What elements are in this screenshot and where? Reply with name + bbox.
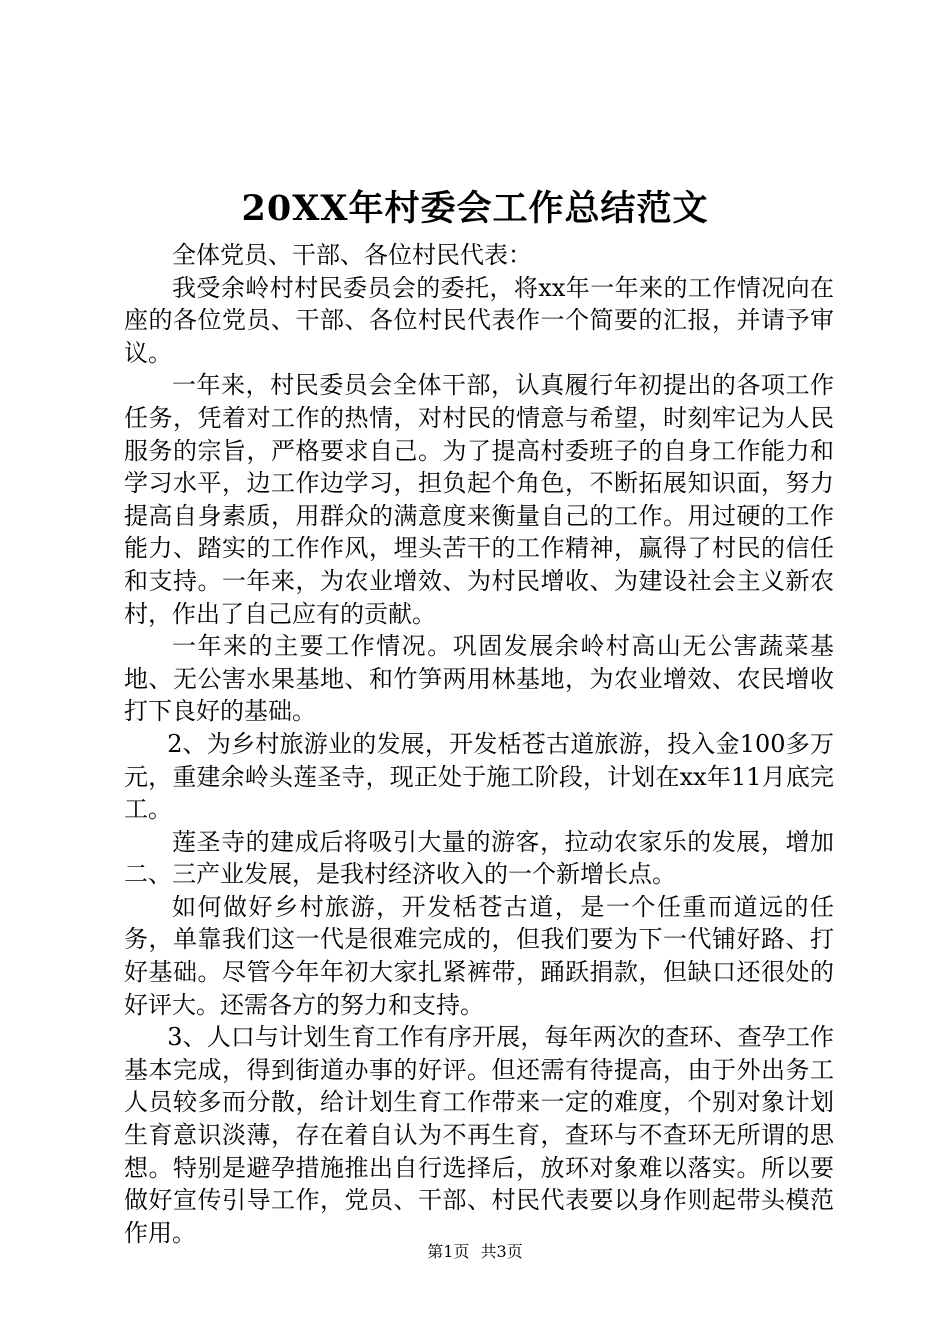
paragraph-item-3: 3、人口与计划生育工作有序开展，每年两次的查环、查孕工作基本完成，得到街道办事的好评。但还需有待提高，由于外出务工人员较多而分散，给计划生育工作带来一定的难度，个别对象计划生育意识淡薄，存在着自认为不再生育，查环与不查环无所谓的思想。特别是避孕措施推出自行选择后，放环对象难以落实。所以要做好宣传引导工作，党员、干部、村民代表要以身作则起带头模范作用。 bbox=[124, 1023, 834, 1247]
page-total: 共3页 bbox=[480, 1242, 523, 1261]
document-title: 20XX年村委会工作总结范文 bbox=[241, 188, 709, 229]
paragraph-overview: 一年来，村民委员会全体干部，认真履行年初提出的各项工作任务，凭着对工作的热情，对村民的情意与希望，时刻牢记为人民服务的宗旨，严格要求自己。为了提高村委班子的自身工作能力和学习水平，边工作边学习，担负起个角色，不断拓展知识面，努力提高自身素质，用群众的满意度来衡量自己的工作。用过硬的工作能力、踏实的工作作风，埋头苦干的工作精神，赢得了村民的信任和支持。一年来，为农业增效、为村民增收、为建设社会主义新农村，作出了自己应有的贡献。 bbox=[124, 371, 834, 628]
paragraph-tourism: 如何做好乡村旅游，开发栝苍古道，是一个任重而道远的任务，单靠我们这一代是很难完成的，但我们要为下一代铺好路、打好基础。尽管今年年初大家扎紧裤带，踊跃捐款，但缺口还很处的好评大。还需各方的努力和支持。 bbox=[124, 892, 834, 1019]
salutation: 全体党员、干部、各位村民代表： bbox=[172, 241, 532, 269]
paragraph-main-work: 一年来的主要工作情况。巩固发展余岭村高山无公害蔬菜基地、无公害水果基地、和竹笋两用林基地，为农业增效、农民增收打下良好的基础。 bbox=[124, 632, 834, 726]
page-footer bbox=[0, 1241, 950, 1263]
paragraph-item-2: 2、为乡村旅游业的发展，开发栝苍古道旅游，投入金100多万元，重建余岭头莲圣寺，现正处于施工阶段，计划在xx年11月底完工。 bbox=[124, 729, 834, 824]
document-body bbox=[124, 239, 834, 1249]
paragraph-intro: 我受余岭村村民委员会的委托，将xx年一年来的工作情况向在座的各位党员、干部、各位村民代表作一个简要的汇报，并请予审议。 bbox=[124, 273, 834, 367]
page-number: 第1页 bbox=[427, 1242, 470, 1261]
paragraph-temple: 莲圣寺的建成后将吸引大量的游客，拉动农家乐的发展，增加二、三产业发展，是我村经济收入的一个新增长点。 bbox=[124, 827, 834, 889]
